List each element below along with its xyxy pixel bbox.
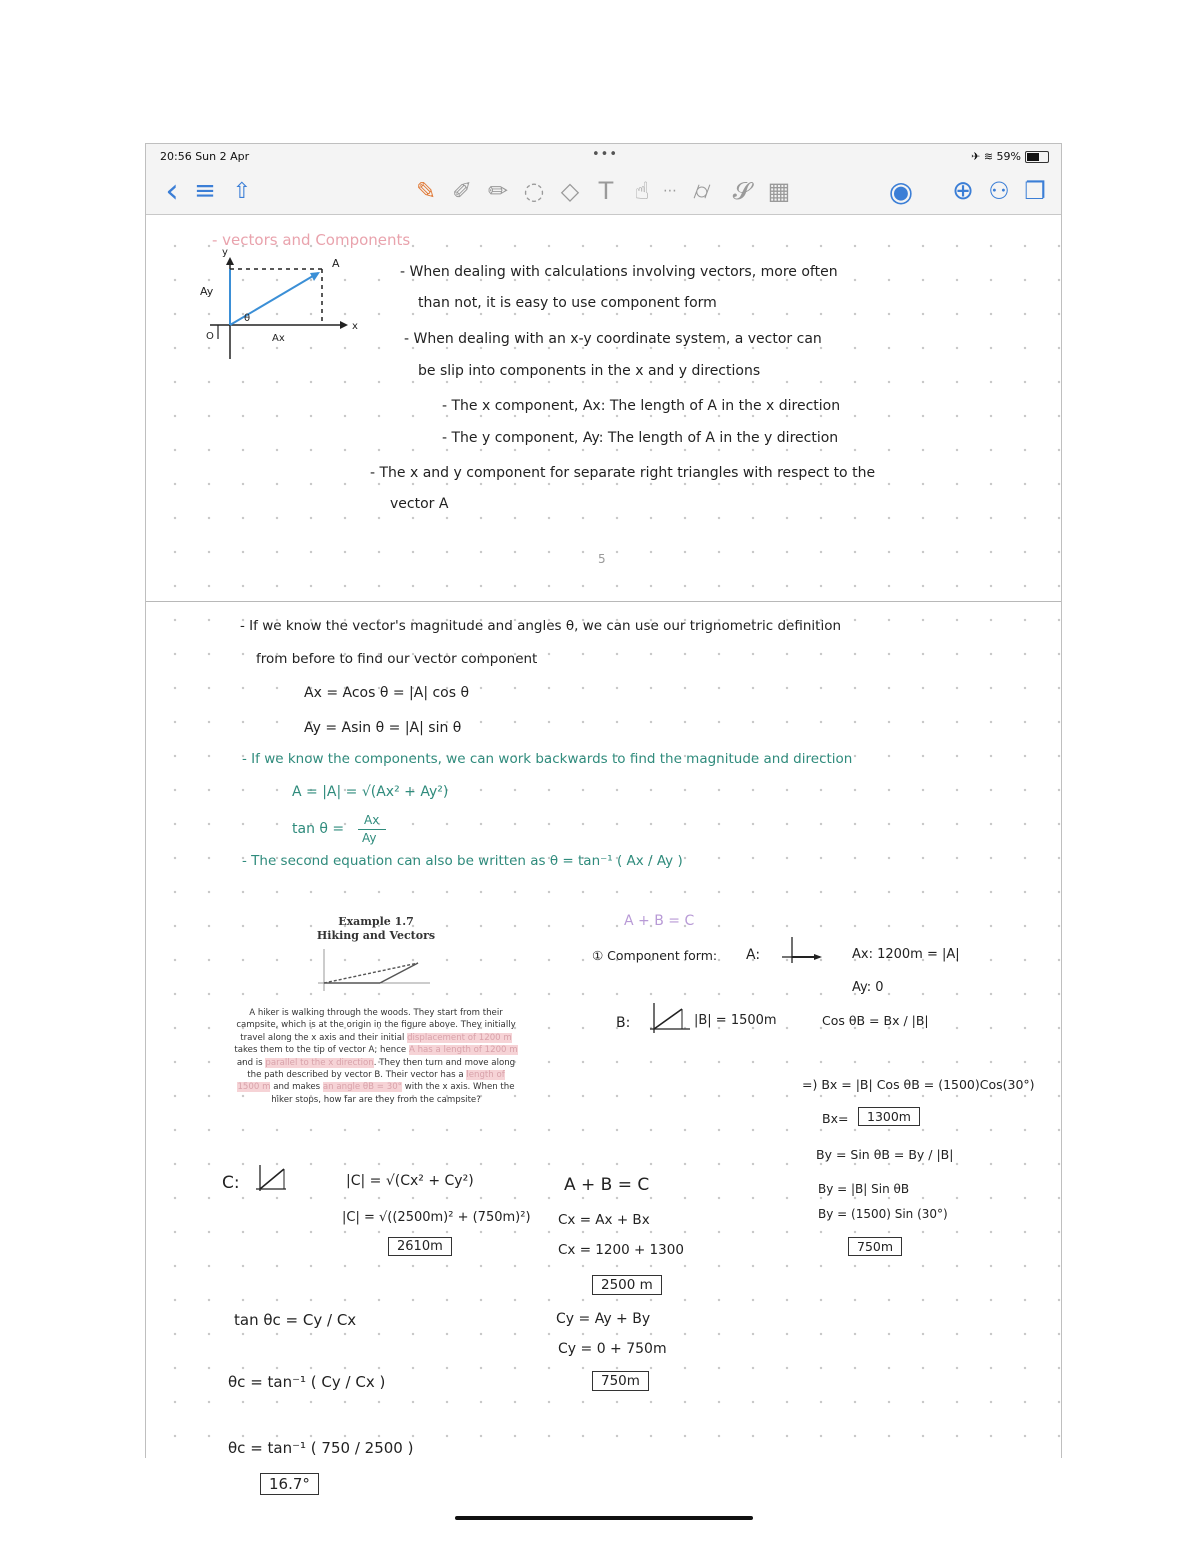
add-page-icon[interactable]: ⊕ <box>952 176 974 206</box>
share-icon[interactable]: ⇧ <box>232 178 252 204</box>
intro-line-1: - If we know the vector's magnitude and angles θ, we can use our trignometric definition <box>240 618 842 634</box>
cy-equation: Cy = Ay + By <box>556 1311 651 1327</box>
cx-equation: Cx = Ax + Bx <box>558 1212 650 1228</box>
c-magnitude: |C| = √(Cx² + Cy²) <box>346 1173 474 1189</box>
section-heading: - vectors and Components <box>212 231 411 249</box>
diagram-label-ax: Ax <box>272 333 285 344</box>
diagram-label-x: x <box>352 321 358 332</box>
example-text-4: takes them to the tip of vector A; hence <box>234 1045 407 1056</box>
text-tool-icon[interactable]: T <box>598 177 614 205</box>
shape-tool-icon[interactable]: 𝓢 <box>732 177 752 205</box>
cos-theta-b: Cos θB = Bx / |B| <box>822 1013 929 1028</box>
example-text-5b: . They then turn and move along <box>373 1057 516 1068</box>
sketch-c-vector <box>260 1169 284 1189</box>
tan-denominator: Ay <box>362 831 377 845</box>
example-problem-text <box>206 1007 546 1106</box>
sketch-a-arrowhead <box>814 954 822 960</box>
vector-a-sketch <box>778 933 828 969</box>
ay-value: Ay: 0 <box>852 980 884 995</box>
theta-c-equation: θc = tan⁻¹ ( Cy / Cx ) <box>228 1373 386 1391</box>
page-divider <box>146 601 1061 602</box>
collaborate-icon[interactable]: ⚇ <box>988 177 1010 205</box>
equation-ay: Ay = Asin θ = |A| sin θ <box>304 720 462 736</box>
microphone-icon[interactable]: ◉ <box>888 174 914 208</box>
vector-c-label: C: <box>222 1173 240 1193</box>
notes-window <box>145 143 1062 1493</box>
status-time: 20:56 Sun 2 Apr <box>160 150 250 163</box>
cx-substituted: Cx = 1200 + 1300 <box>558 1242 684 1258</box>
diagram-label-theta: θ <box>244 313 251 324</box>
cx-result-box: 2500 m <box>592 1275 662 1295</box>
second-equation-line: - The second equation can also be written as θ = tan⁻¹ ( Ax / Ay ) <box>242 853 683 869</box>
component-form-label: ① Component form: <box>592 948 718 963</box>
example-text-7b: with the x axis. When the <box>404 1082 515 1093</box>
by-equation-3: By = (1500) Sin (30°) <box>818 1207 948 1221</box>
toolbar <box>146 168 1061 215</box>
diagram-label-o: O <box>206 331 214 342</box>
theta-c-substituted: θc = tan⁻¹ ( 750 / 2500 ) <box>228 1439 414 1457</box>
c-magnitude-substituted: |C| = √((2500m)² + (750m)²) <box>342 1210 531 1225</box>
y-axis-arrowhead <box>226 257 234 265</box>
example-text-8: hiker stops, how far are they from the campsite? <box>271 1094 481 1105</box>
example-text-1: A hiker is walking through the woods. They start from their <box>249 1008 503 1018</box>
note-line-8: vector A <box>390 496 449 512</box>
backwards-line: - If we know the components, we can work backwards to find the magnitude and direction <box>242 751 853 767</box>
back-icon[interactable]: ‹ <box>165 171 179 211</box>
example-name: Hiking and Vectors <box>316 929 436 942</box>
example-text-5: and is <box>236 1057 263 1068</box>
more-tools-icon[interactable]: ⋯ <box>663 183 677 199</box>
note-line-6: - The y component, Ay: The length of A in the y direction <box>442 430 839 446</box>
note-line-5: - The x component, Ax: The length of A in the x direction <box>442 398 841 414</box>
vector-b-sketch <box>646 999 696 1039</box>
diagram-label-a: A <box>332 257 340 270</box>
x-axis-arrowhead <box>340 321 348 329</box>
equation-magnitude: A = |A| = √(Ax² + Ay²) <box>292 784 449 800</box>
sticker-tool-icon[interactable]: ▦ <box>767 177 791 205</box>
status-bar <box>146 144 1061 168</box>
home-indicator[interactable] <box>455 1516 753 1520</box>
page-number: 5 <box>598 552 606 566</box>
highlight-length-a: A has a length of 1200 m <box>408 1045 518 1056</box>
ruler-tool-icon[interactable]: ⌭ <box>693 177 711 205</box>
tan-theta-c: tan θc = Cy / Cx <box>234 1311 357 1329</box>
example-text-2: campsite, which is at the origin in the figure above. They initially <box>236 1020 516 1031</box>
fig-vector-b <box>380 963 418 983</box>
note-line-4: be slip into components in the x and y directions <box>418 363 761 379</box>
by-result-box: 750m <box>848 1237 902 1256</box>
highlight-angle: an angle θB = 30° <box>322 1082 402 1093</box>
equation-ax: Ax = Acos θ = |A| cos θ <box>304 685 470 701</box>
battery-level <box>1027 153 1039 161</box>
intro-line-2: from before to find our vector component <box>256 651 538 667</box>
pen-tool-icon[interactable]: ✐ <box>451 177 473 205</box>
b-magnitude: |B| = 1500m <box>694 1013 777 1028</box>
c-result-box: 2610m <box>388 1237 452 1256</box>
note-line-3: - When dealing with an x-y coordinate system, a vector can <box>404 331 822 347</box>
by-equation-1: By = Sin θB = By / |B| <box>816 1147 954 1162</box>
by-equation-2: By = |B| Sin θB <box>818 1182 910 1196</box>
multitasking-dots[interactable]: ••• <box>592 147 619 162</box>
equation-tan: tan θ = <box>292 821 345 837</box>
example-title <box>296 915 456 943</box>
note-line-2: than not, it is easy to use component form <box>418 295 717 311</box>
pencil-tool-icon[interactable]: ✏ <box>487 177 509 205</box>
fountain-pen-tool-icon[interactable]: ✎ <box>415 177 437 205</box>
highlight-1500m: 1500 m <box>237 1082 271 1093</box>
cy-substituted: Cy = 0 + 750m <box>558 1341 667 1357</box>
theta-c-result-box: 16.7° <box>260 1473 319 1495</box>
sketch-b-vector <box>654 1009 682 1029</box>
example-figure <box>314 945 434 995</box>
tan-fraction-bar <box>358 829 386 830</box>
diagram-label-ay: Ay <box>200 285 214 298</box>
pointer-tool-icon[interactable]: ☝ <box>634 177 650 205</box>
highlight-length-of: length of <box>466 1070 505 1081</box>
lasso-tool-icon[interactable]: ◌ <box>523 177 545 205</box>
eraser-tool-icon[interactable]: ◇ <box>560 177 580 205</box>
menu-icon[interactable]: ≡ <box>194 176 216 206</box>
note-line-7: - The x and y component for separate right triangles with respect to the <box>370 465 876 481</box>
bx-label: Bx= <box>822 1111 849 1126</box>
fig-vector-c <box>324 963 418 983</box>
tan-numerator: Ax <box>364 813 380 827</box>
status-indicators: ✈ ≋ 59% <box>971 150 1021 163</box>
highlight-parallel: parallel to the x direction <box>265 1057 374 1068</box>
pages-overview-icon[interactable]: ❐ <box>1024 177 1046 205</box>
ax-value: Ax: 1200m = |A| <box>852 947 960 962</box>
vector-c-sketch <box>254 1161 300 1197</box>
example-text-3: travel along the x axis and their initial <box>240 1032 405 1043</box>
cy-result-box: 750m <box>592 1371 649 1391</box>
diagram-label-y: y <box>222 247 228 258</box>
vector-a-label: A: <box>746 947 761 963</box>
battery-icon <box>1025 151 1049 163</box>
note-canvas[interactable] <box>146 215 1061 1493</box>
example-text-6: the path described by vector B. Their vector has a <box>247 1070 464 1081</box>
bx-result-box: 1300m <box>858 1107 920 1126</box>
vector-diagram <box>196 247 376 385</box>
highlight-displacement: displacement of 1200 m <box>407 1032 512 1043</box>
vector-b-label: B: <box>616 1015 631 1031</box>
vector-sum-2: A + B = C <box>564 1175 650 1195</box>
bx-equation: =) Bx = |B| Cos θB = (1500)Cos(30°) <box>802 1077 1035 1092</box>
vector-sum-heading: A + B = C <box>624 913 695 929</box>
note-line-1: - When dealing with calculations involving vectors, more often <box>400 264 838 280</box>
example-number: Example 1.7 <box>338 915 414 928</box>
example-text-7: and makes <box>273 1082 321 1093</box>
